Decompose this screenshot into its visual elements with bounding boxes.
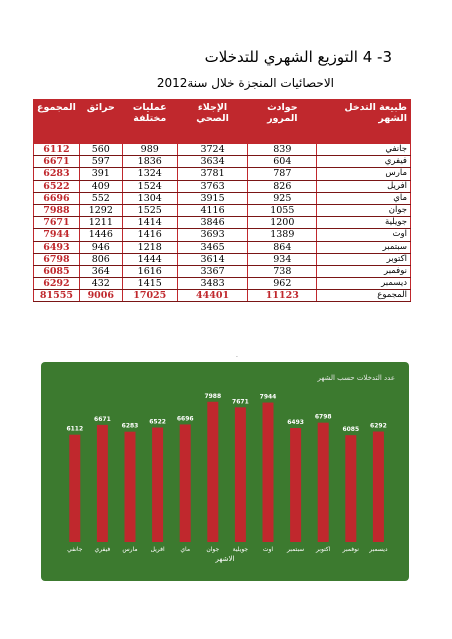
cell-month: فيفري <box>317 156 411 168</box>
cell-medical: 3915 <box>177 192 248 204</box>
table-row <box>34 265 411 277</box>
chart-tick-label: جوان <box>206 546 220 553</box>
chart-bar <box>97 425 108 542</box>
monthly-chart <box>41 362 409 581</box>
cell-various: 1525 <box>122 204 177 216</box>
chart-bar <box>207 402 218 542</box>
cell-fires: 597 <box>79 156 122 168</box>
cell-various: 1836 <box>122 156 177 168</box>
cell-month: جويلية <box>317 217 411 229</box>
cell-traffic: 934 <box>248 253 317 265</box>
table-row <box>34 217 411 229</box>
chart-data-label: 7944 <box>259 393 277 401</box>
cell-various: 989 <box>122 144 177 156</box>
cell-medical: 3634 <box>177 156 248 168</box>
cell-medical: 44401 <box>177 290 248 302</box>
cell-various: 1324 <box>122 168 177 180</box>
cell-traffic: 962 <box>248 278 317 290</box>
cell-total: 6112 <box>34 144 80 156</box>
table-row <box>34 168 411 180</box>
chart-bar <box>373 432 384 542</box>
chart-data-label: 6671 <box>94 415 111 423</box>
cell-month: افريل <box>317 180 411 192</box>
cell-total: 6671 <box>34 156 80 168</box>
cell-medical: 4116 <box>177 204 248 216</box>
chart-bar <box>345 435 356 542</box>
header-various-operations: عمليات مختلفة <box>122 100 177 144</box>
cell-fires: 560 <box>79 144 122 156</box>
chart-tick-label: اكتوبر <box>315 546 331 553</box>
cell-traffic: 864 <box>248 241 317 253</box>
chart-tick-label: جويلية <box>232 546 249 553</box>
chart-bar <box>69 435 80 542</box>
header-fires: حرائق <box>79 100 122 144</box>
cell-month: جانفي <box>317 144 411 156</box>
cell-total: 7988 <box>34 204 80 216</box>
cell-fires: 364 <box>79 265 122 277</box>
chart-tick-label: سبتمبر <box>286 546 305 553</box>
cell-medical: 3614 <box>177 253 248 265</box>
cell-month: جوان <box>317 204 411 216</box>
section-heading: 3- 4 التوزيع الشهري للتدخلات <box>204 48 392 66</box>
chart-bar <box>180 424 191 542</box>
cell-various: 1444 <box>122 253 177 265</box>
chart-data-label: 7671 <box>232 398 249 406</box>
header-month: طبيعة التدخل الشهر <box>317 100 411 144</box>
header-traffic-accidents: حوادث المرور <box>248 100 317 144</box>
cell-various: 1616 <box>122 265 177 277</box>
cell-fires: 946 <box>79 241 122 253</box>
cell-various: 17025 <box>122 290 177 302</box>
table-total-row <box>34 290 411 302</box>
cell-month: ماي <box>317 192 411 204</box>
cell-total: 6283 <box>34 168 80 180</box>
chart-x-axis-label: الاشهر <box>215 555 235 563</box>
cell-traffic: 1200 <box>248 217 317 229</box>
cell-traffic: 11123 <box>248 290 317 302</box>
cell-various: 1304 <box>122 192 177 204</box>
table-row <box>34 204 411 216</box>
table-row <box>34 156 411 168</box>
chart-bar <box>290 428 301 542</box>
table-row <box>34 192 411 204</box>
cell-various: 1416 <box>122 229 177 241</box>
cell-medical: 3781 <box>177 168 248 180</box>
chart-canvas <box>41 362 409 581</box>
chart-data-label: 6283 <box>121 422 139 430</box>
chart-tick-label: نوفمبر <box>342 546 359 553</box>
cell-total: 6085 <box>34 265 80 277</box>
cell-medical: 3846 <box>177 217 248 229</box>
cell-total: 6493 <box>34 241 80 253</box>
cell-traffic: 839 <box>248 144 317 156</box>
cell-various: 1414 <box>122 217 177 229</box>
chart-data-label: 6292 <box>370 422 387 430</box>
cell-traffic: 925 <box>248 192 317 204</box>
table-row <box>34 144 411 156</box>
monthly-interventions-table <box>33 99 411 302</box>
chart-bar <box>152 428 163 542</box>
cell-medical: 3693 <box>177 229 248 241</box>
cell-fires: 552 <box>79 192 122 204</box>
chart-data-label: 6112 <box>66 425 84 433</box>
table-row <box>34 253 411 265</box>
chart-tick-label: ماي <box>180 546 191 553</box>
cell-fires: 9006 <box>79 290 122 302</box>
cell-traffic: 738 <box>248 265 317 277</box>
cell-total: 6522 <box>34 180 80 192</box>
cell-various: 1415 <box>122 278 177 290</box>
chart-data-label: 6493 <box>287 419 304 427</box>
table-row <box>34 180 411 192</box>
table-row <box>34 241 411 253</box>
cell-month: اكتوبر <box>317 253 411 265</box>
cell-total: 6798 <box>34 253 80 265</box>
table-header-row <box>34 100 411 144</box>
cell-month: مارس <box>317 168 411 180</box>
table-row <box>34 278 411 290</box>
chart-data-label: 6522 <box>149 418 166 426</box>
cell-medical: 3483 <box>177 278 248 290</box>
cell-medical: 3465 <box>177 241 248 253</box>
cell-month: نوفمبر <box>317 265 411 277</box>
cell-total: 6292 <box>34 278 80 290</box>
table-caption: الاحصائيات المنجزة خلال سنة2012 <box>156 76 334 90</box>
cell-various: 1218 <box>122 241 177 253</box>
chart-bar <box>263 403 274 542</box>
stray-mark: . <box>236 352 238 359</box>
cell-month: اوت <box>317 229 411 241</box>
cell-fires: 391 <box>79 168 122 180</box>
chart-tick-label: اوت <box>262 546 274 553</box>
cell-traffic: 826 <box>248 180 317 192</box>
cell-month: سبتمبر <box>317 241 411 253</box>
chart-tick-label: جانفي <box>67 546 83 553</box>
cell-traffic: 1389 <box>248 229 317 241</box>
cell-fires: 409 <box>79 180 122 192</box>
chart-tick-label: فيفري <box>94 546 111 553</box>
cell-month: المجموع <box>317 290 411 302</box>
cell-fires: 1292 <box>79 204 122 216</box>
cell-medical: 3367 <box>177 265 248 277</box>
chart-bar <box>125 432 136 542</box>
cell-total: 6696 <box>34 192 80 204</box>
cell-fires: 1446 <box>79 229 122 241</box>
chart-tick-label: مارس <box>122 546 138 553</box>
cell-medical: 3724 <box>177 144 248 156</box>
cell-traffic: 1055 <box>248 204 317 216</box>
cell-total: 7671 <box>34 217 80 229</box>
cell-traffic: 787 <box>248 168 317 180</box>
chart-title: عدد التدخلات حسب الشهر <box>317 374 395 382</box>
cell-medical: 3763 <box>177 180 248 192</box>
cell-fires: 432 <box>79 278 122 290</box>
cell-traffic: 604 <box>248 156 317 168</box>
cell-various: 1524 <box>122 180 177 192</box>
cell-fires: 1211 <box>79 217 122 229</box>
table-row <box>34 229 411 241</box>
cell-fires: 806 <box>79 253 122 265</box>
cell-month: ديسمبر <box>317 278 411 290</box>
chart-tick-label: افريل <box>150 546 165 553</box>
header-medical-evacuation: الإجلاء الصحي <box>177 100 248 144</box>
cell-total: 81555 <box>34 290 80 302</box>
chart-data-label: 6798 <box>314 413 332 421</box>
chart-bar <box>235 407 246 542</box>
chart-data-label: 7988 <box>204 392 222 400</box>
chart-data-label: 6085 <box>342 426 360 434</box>
chart-bar <box>318 423 329 542</box>
chart-tick-label: ديسمبر <box>369 546 388 553</box>
chart-data-label: 6696 <box>176 415 194 423</box>
header-total: المجموع <box>34 100 80 144</box>
cell-total: 7944 <box>34 229 80 241</box>
